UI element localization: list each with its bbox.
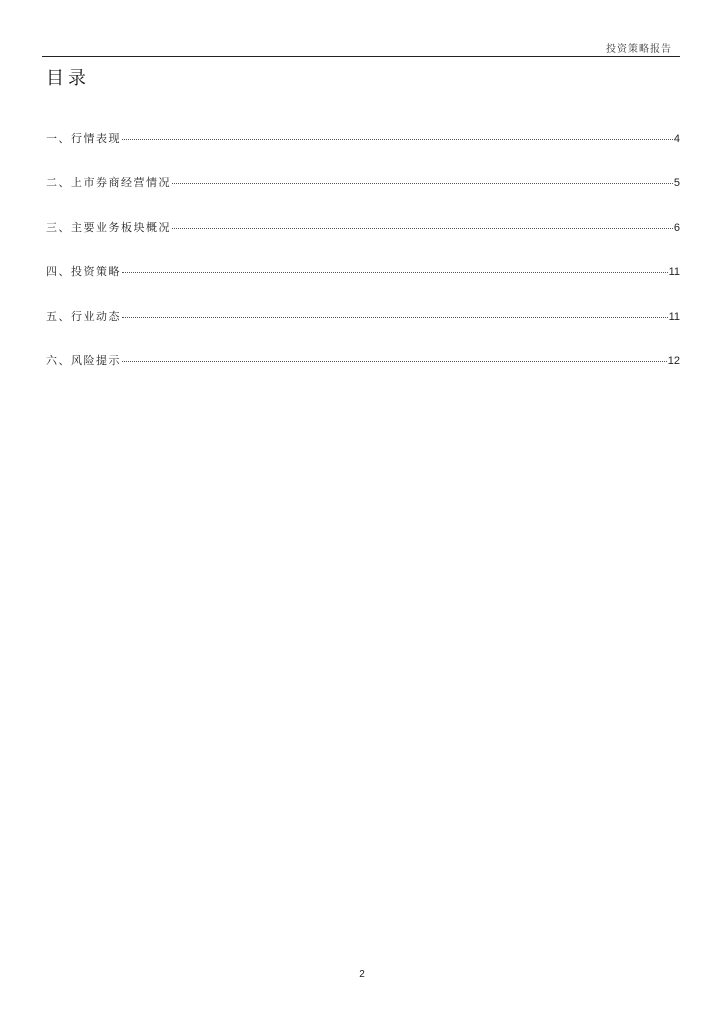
toc-entry-industry-news[interactable] xyxy=(46,308,680,352)
toc-entry-page: 11 xyxy=(668,266,680,279)
toc-dot-leader xyxy=(122,361,667,362)
toc-entry-business-segments[interactable] xyxy=(46,219,680,263)
toc-entry-label: 四、投资策略 xyxy=(46,265,121,279)
toc-entry-page: 12 xyxy=(667,354,680,367)
toc-entry-page: 4 xyxy=(673,133,680,145)
toc-list xyxy=(46,130,680,396)
toc-dot-leader xyxy=(172,183,673,184)
toc-entry-page: 5 xyxy=(673,177,680,190)
header-divider xyxy=(42,56,680,57)
toc-entry-label: 一、行情表现 xyxy=(46,132,121,145)
toc-dot-leader xyxy=(122,272,668,273)
toc-dot-leader xyxy=(122,139,673,140)
toc-title: 目录 xyxy=(46,68,90,89)
toc-dot-leader xyxy=(122,317,668,318)
toc-entry-label: 六、风险提示 xyxy=(46,353,121,367)
toc-entry-investment-strategy[interactable] xyxy=(46,263,680,307)
toc-entry-risk-warning[interactable] xyxy=(46,352,680,396)
toc-entry-page: 6 xyxy=(673,221,680,234)
page-number: 2 xyxy=(359,969,365,980)
report-type-header: 投资策略报告 xyxy=(606,44,672,55)
toc-dot-leader xyxy=(172,228,673,229)
toc-entry-page: 11 xyxy=(668,310,680,323)
toc-entry-label: 二、上市券商经营情况 xyxy=(46,176,171,190)
toc-entry-listed-brokers-operations[interactable] xyxy=(46,174,680,218)
toc-entry-label: 五、行业动态 xyxy=(46,309,121,323)
toc-entry-label: 三、主要业务板块概况 xyxy=(46,220,171,234)
toc-entry-market-performance[interactable] xyxy=(46,130,680,174)
